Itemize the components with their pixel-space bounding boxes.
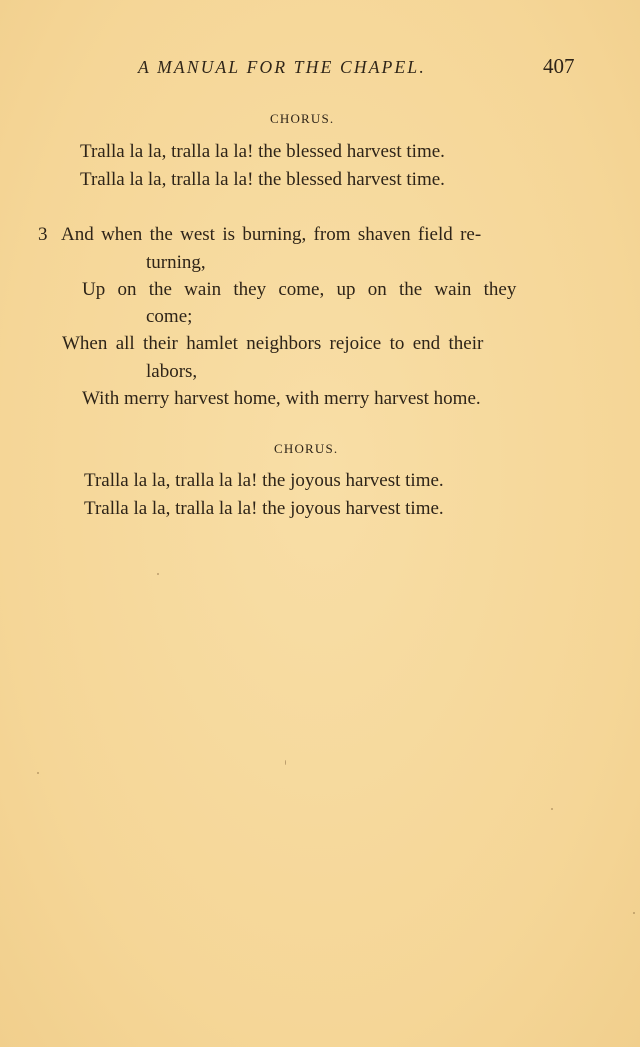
chorus-heading: CHORUS. xyxy=(274,441,339,456)
page-number: 407 xyxy=(543,54,575,78)
stanza-number: 3 xyxy=(38,224,48,245)
running-head: A MANUAL FOR THE CHAPEL. xyxy=(138,57,426,77)
chorus-line: Tralla la la, tralla la la! the blessed harvest time. xyxy=(80,141,445,162)
paper-speck xyxy=(285,760,286,765)
verse-line: And when the west is burning, from shaven field re- xyxy=(61,224,482,245)
paper-speck xyxy=(633,912,635,914)
chorus-line: Tralla la la, tralla la la! the joyous harvest time. xyxy=(84,470,444,491)
verse-line: When all their hamlet neighbors rejoice to end their xyxy=(62,333,484,354)
paper-speck xyxy=(551,808,553,810)
verse-line: With merry harvest home, with merry harvest home. xyxy=(82,388,481,409)
paper-speck xyxy=(157,573,159,575)
chorus-line: Tralla la la, tralla la la! the blessed harvest time. xyxy=(80,169,445,190)
verse-line: Up on the wain they come, up on the wain they xyxy=(82,279,517,300)
verse-line-continuation: labors, xyxy=(146,361,198,382)
chorus-heading: CHORUS. xyxy=(270,111,335,126)
chorus-line: Tralla la la, tralla la la! the joyous harvest time. xyxy=(84,498,444,519)
verse-line-continuation: come; xyxy=(146,306,193,327)
paper-speck xyxy=(37,772,39,774)
verse-line-continuation: turning, xyxy=(146,252,206,273)
